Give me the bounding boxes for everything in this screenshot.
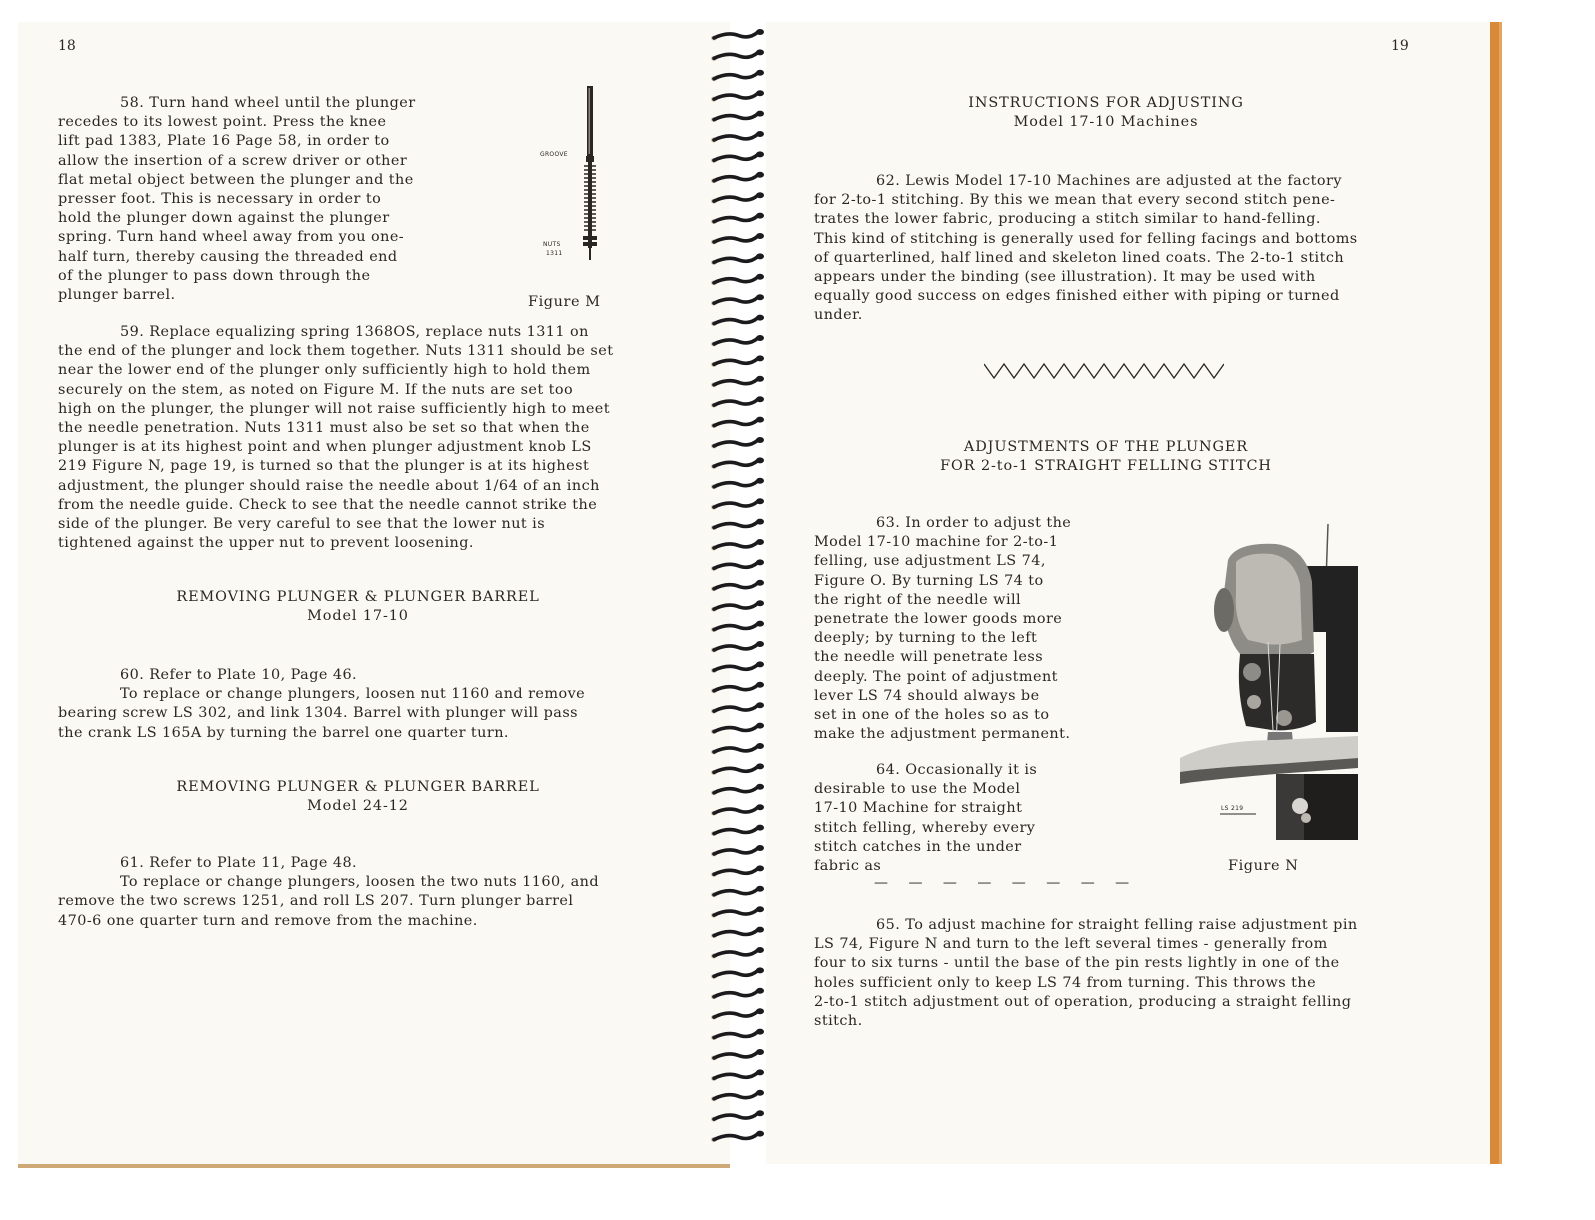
text-line: half turn, thereby causing the threaded end bbox=[58, 248, 398, 265]
spiral-coil-loop bbox=[711, 294, 764, 305]
spiral-coil-loop bbox=[711, 437, 764, 448]
text-line: near the lower end of the plunger only sufficiently high to hold them bbox=[58, 362, 591, 379]
heading-title: REMOVING PLUNGER & PLUNGER BARREL bbox=[176, 589, 540, 605]
spiral-coil-loop bbox=[711, 886, 764, 897]
spiral-coil-loop bbox=[711, 131, 764, 142]
text-line: recedes to its lowest point. Press the knee bbox=[58, 114, 387, 131]
text-line: penetrate the lower goods more bbox=[814, 611, 1063, 628]
page-number: 18 bbox=[58, 38, 76, 54]
spiral-coil-loop bbox=[711, 743, 764, 754]
figure-m-caption: Figure M bbox=[528, 294, 601, 310]
text-line: high on the plunger, the plunger will not raise sufficiently high to meet bbox=[58, 400, 611, 417]
spiral-coil-loop bbox=[711, 1110, 764, 1121]
text-line: 58. Turn hand wheel until the plunger bbox=[120, 95, 416, 111]
text-line: 61. Refer to Plate 11, Page 48. bbox=[120, 855, 358, 871]
spiral-coil-loop bbox=[711, 70, 764, 81]
heading-subtitle: Model 24-12 bbox=[307, 798, 409, 815]
spiral-coil-loop bbox=[711, 213, 764, 224]
text-line: 63. In order to adjust the bbox=[876, 515, 1072, 531]
text-line: trates the lower fabric, producing a stitch similar to hand-felling. bbox=[814, 211, 1321, 228]
text-line: flat metal object between the plunger and the bbox=[58, 171, 414, 188]
spiral-coil-loop bbox=[711, 559, 764, 570]
spiral-coil-loop bbox=[711, 682, 764, 693]
spiral-coil-loop bbox=[711, 947, 764, 958]
heading-subtitle: Model 17-10 Machines bbox=[1013, 114, 1199, 131]
spiral-coil-loop bbox=[711, 457, 764, 468]
spiral-coil-loop bbox=[711, 927, 764, 938]
paragraph-64 bbox=[814, 761, 1037, 876]
text-line: 219 Figure N, page 19, is turned so that the plunger is at its highest bbox=[58, 458, 590, 475]
text-line: equally good success on edges finished either with piping or turned bbox=[814, 288, 1340, 305]
text-line: felling, use adjustment LS 74, bbox=[814, 553, 1046, 570]
spiral-coil-loop bbox=[711, 988, 764, 999]
text-line: from the needle guide. Check to see that the needle cannot strike the bbox=[58, 496, 598, 513]
text-line: securely on the stem, as noted on Figure M. If the nuts are set too bbox=[58, 381, 574, 398]
spiral-coil-loop bbox=[711, 1131, 764, 1142]
text-line: 470-6 one quarter turn and remove from the machine. bbox=[58, 912, 478, 929]
spiral-coil-loop bbox=[711, 723, 764, 734]
paragraph-59 bbox=[58, 323, 613, 553]
text-line: Model 17-10 machine for 2-to-1 bbox=[814, 534, 1059, 551]
text-line: remove the two screws 1251, and roll LS 207. Turn plunger barrel bbox=[58, 893, 574, 910]
page-number: 19 bbox=[1391, 38, 1409, 54]
text-line: fabric as bbox=[814, 858, 882, 875]
text-line: bearing screw LS 302, and link 1304. Barrel with plunger will pass bbox=[58, 705, 579, 722]
stitch-zigzag-illustration bbox=[984, 362, 1224, 380]
spiral-coil-loop bbox=[711, 478, 764, 489]
text-line: plunger is at its highest point and when plunger adjustment knob LS bbox=[58, 439, 592, 456]
spiral-coil-loop bbox=[711, 845, 764, 856]
section-heading bbox=[58, 778, 658, 816]
spiral-coil-loop bbox=[711, 172, 764, 183]
section-heading bbox=[58, 588, 658, 626]
text-line: set in one of the holes so as to bbox=[814, 707, 1050, 724]
section-heading bbox=[806, 94, 1406, 132]
nuts-label: NUTS bbox=[543, 241, 561, 248]
spiral-coil-loop bbox=[711, 763, 764, 774]
spiral-coil-loop bbox=[711, 315, 764, 326]
text-line: deeply; by turning to the left bbox=[814, 630, 1038, 647]
paragraph-65 bbox=[814, 916, 1358, 1031]
text-line: make the adjustment permanent. bbox=[814, 726, 1071, 743]
spiral-coil-loop bbox=[711, 967, 764, 978]
text-line: tightened against the upper nut to prevent loosening. bbox=[58, 535, 474, 552]
groove-label: GROOVE bbox=[540, 151, 568, 158]
spiral-coil-loop bbox=[711, 600, 764, 611]
spiral-coil-loop bbox=[711, 702, 764, 713]
text-line: spring. Turn hand wheel away from you one- bbox=[58, 229, 405, 246]
spiral-coil-loop bbox=[711, 192, 764, 203]
text-line: To replace or change plungers, loosen the two nuts 1160, and bbox=[120, 874, 600, 891]
spiral-coil-loop bbox=[711, 417, 764, 428]
paragraph-63 bbox=[814, 514, 1071, 744]
spiral-coil-loop bbox=[711, 1029, 764, 1040]
text-line: 64. Occasionally it is bbox=[876, 762, 1038, 778]
text-line: hold the plunger down against the plunger bbox=[58, 210, 390, 227]
spiral-coil-loop bbox=[711, 1049, 764, 1060]
paragraph-60 bbox=[58, 666, 585, 743]
spiral-coil-loop bbox=[711, 498, 764, 509]
heading-title: INSTRUCTIONS FOR ADJUSTING bbox=[968, 95, 1244, 111]
text-line: 17-10 Machine for straight bbox=[814, 800, 1023, 817]
spiral-coil-loop bbox=[711, 641, 764, 652]
right-page bbox=[766, 22, 1499, 1164]
text-line: lever LS 74 should always be bbox=[814, 687, 1040, 704]
heading-title: REMOVING PLUNGER & PLUNGER BARREL bbox=[176, 779, 540, 795]
spiral-binding bbox=[710, 22, 770, 1164]
text-line: the needle will penetrate less bbox=[814, 649, 1044, 666]
text-line: 60. Refer to Plate 10, Page 46. bbox=[120, 667, 358, 683]
text-line: 65. To adjust machine for straight felling raise adjustment pin bbox=[876, 917, 1358, 933]
spiral-coil-loop bbox=[711, 661, 764, 672]
text-line: the right of the needle will bbox=[814, 591, 1022, 608]
heading-subtitle: Model 17-10 bbox=[307, 608, 409, 625]
spiral-coil-loop bbox=[711, 580, 764, 591]
spiral-coil-loop bbox=[711, 1090, 764, 1101]
text-line: 2-to-1 stitch adjustment out of operation, producing a straight felling bbox=[814, 993, 1352, 1010]
paragraph-61 bbox=[58, 854, 599, 931]
text-line: under. bbox=[814, 307, 863, 324]
spiral-coil-loop bbox=[711, 396, 764, 407]
spiral-coil-loop bbox=[711, 151, 764, 162]
text-line: 62. Lewis Model 17-10 Machines are adjusted at the factory bbox=[876, 173, 1342, 189]
spiral-coil-loop bbox=[711, 49, 764, 60]
text-line: LS 74, Figure N and turn to the left several times - generally from bbox=[814, 936, 1328, 953]
text-line: of quarterlined, half lined and skeleton lined coats. The 2-to-1 stitch bbox=[814, 249, 1345, 266]
straight-stitch-dashes: — — — — — — — — bbox=[874, 875, 1138, 891]
left-page bbox=[18, 22, 730, 1168]
text-line: desirable to use the Model bbox=[814, 781, 1021, 798]
text-line: This kind of stitching is generally used for felling facings and bottoms bbox=[814, 230, 1358, 247]
text-line: plunger barrel. bbox=[58, 287, 176, 304]
text-line: Figure O. By turning LS 74 to bbox=[814, 572, 1044, 589]
text-line: deeply. The point of adjustment bbox=[814, 668, 1058, 685]
text-line: holes sufficient only to keep LS 74 from turning. This throws the bbox=[814, 974, 1317, 991]
spiral-coil-loop bbox=[711, 825, 764, 836]
machine-photo bbox=[1176, 522, 1360, 842]
text-line: the needle penetration. Nuts 1311 must also be set so that when the bbox=[58, 420, 590, 437]
text-line: stitch. bbox=[814, 1013, 863, 1030]
text-line: adjustment, the plunger should raise the needle about 1/64 of an inch bbox=[58, 477, 600, 494]
spiral-coil-loop bbox=[711, 519, 764, 530]
plunger-illustration bbox=[578, 86, 602, 266]
heading-subtitle: FOR 2-to-1 STRAIGHT FELLING STITCH bbox=[940, 458, 1272, 475]
text-line: the end of the plunger and lock them together. Nuts 1311 should be set bbox=[58, 343, 614, 360]
spiral-coil-loop bbox=[711, 111, 764, 122]
spiral-coil-loop bbox=[711, 253, 764, 264]
paragraph-62 bbox=[814, 172, 1358, 326]
text-line: allow the insertion of a screw driver or other bbox=[58, 152, 408, 169]
spiral-coil-loop bbox=[711, 539, 764, 550]
spiral-coil-loop bbox=[711, 90, 764, 101]
spiral-coil-loop bbox=[711, 335, 764, 346]
spiral-coil-loop bbox=[711, 784, 764, 795]
spiral-coil-loop bbox=[711, 233, 764, 244]
paragraph-58 bbox=[58, 94, 416, 305]
text-line: of the plunger to pass down through the bbox=[58, 267, 371, 284]
spiral-coil-loop bbox=[711, 274, 764, 285]
text-line: 59. Replace equalizing spring 1368OS, replace nuts 1311 on bbox=[120, 324, 589, 340]
text-line: side of the plunger. Be very careful to see that the lower nut is bbox=[58, 516, 546, 533]
spiral-coil-loop bbox=[711, 1008, 764, 1019]
text-line: To replace or change plungers, loosen nut 1160 and remove bbox=[120, 686, 586, 703]
spiral-coil-loop bbox=[711, 906, 764, 917]
spiral-coil-loop bbox=[711, 621, 764, 632]
text-line: appears under the binding (see illustration). It may be used with bbox=[814, 269, 1316, 286]
heading-title: ADJUSTMENTS OF THE PLUNGER bbox=[963, 439, 1249, 455]
spiral-coil-loop bbox=[711, 29, 764, 40]
spiral-coil-loop bbox=[711, 376, 764, 387]
spiral-coil-loop bbox=[711, 865, 764, 876]
spiral-coil-loop bbox=[711, 355, 764, 366]
nuts-part-label: 1311 bbox=[546, 250, 563, 257]
text-line: four to six turns - until the base of the pin rests lightly in one of the bbox=[814, 955, 1340, 972]
section-heading bbox=[806, 438, 1406, 476]
spiral-coil-loop bbox=[711, 1069, 764, 1080]
text-line: presser foot. This is necessary in order to bbox=[58, 191, 382, 208]
text-line: stitch felling, whereby every bbox=[814, 819, 1036, 836]
figure-n-caption: Figure N bbox=[1228, 858, 1299, 874]
spiral-coil-loop bbox=[711, 804, 764, 815]
text-line: stitch catches in the under bbox=[814, 838, 1022, 855]
text-line: the crank LS 165A by turning the barrel one quarter turn. bbox=[58, 724, 509, 741]
text-line: for 2-to-1 stitching. By this we mean that every second stitch pene- bbox=[814, 192, 1336, 209]
text-line: lift pad 1383, Plate 16 Page 58, in order to bbox=[58, 133, 390, 150]
ls-219-label: LS 219 bbox=[1221, 805, 1244, 812]
